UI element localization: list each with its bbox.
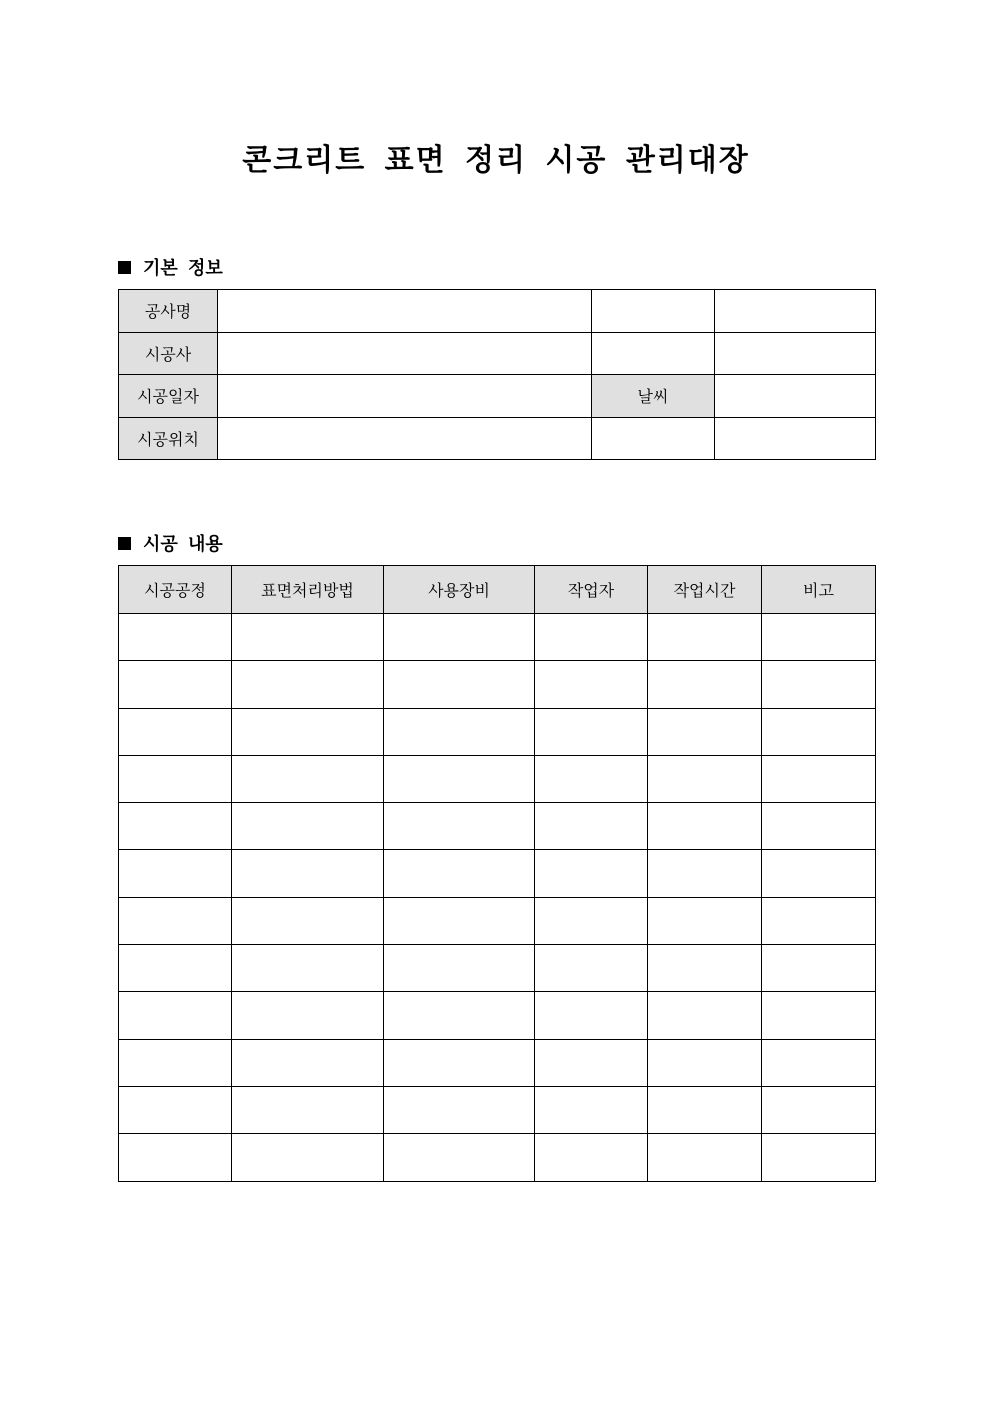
table-cell[interactable]: [232, 614, 384, 661]
column-header-remarks: 비고: [762, 566, 876, 614]
table-cell[interactable]: [535, 614, 648, 661]
basic-value-cell[interactable]: [218, 375, 592, 418]
table-cell[interactable]: [648, 1039, 762, 1086]
table-row: [119, 614, 876, 661]
table-cell[interactable]: [119, 1134, 232, 1181]
table-row: [119, 417, 876, 460]
table-cell[interactable]: [648, 614, 762, 661]
table-cell[interactable]: [384, 708, 535, 755]
table-cell[interactable]: [535, 992, 648, 1039]
table-cell[interactable]: [762, 850, 876, 897]
table-cell[interactable]: [232, 850, 384, 897]
table-cell[interactable]: [232, 755, 384, 802]
basic-extra-value-cell[interactable]: [715, 375, 876, 418]
table-cell[interactable]: [648, 897, 762, 944]
basic-extra-label-cell: [592, 417, 715, 460]
table-cell[interactable]: [119, 661, 232, 708]
basic-label-contractor: 시공사: [119, 332, 218, 375]
table-row: [119, 755, 876, 802]
basic-extra-label-cell: [592, 332, 715, 375]
column-header-work-time: 작업시간: [648, 566, 762, 614]
basic-label-weather: 날씨: [592, 375, 715, 418]
table-cell[interactable]: [119, 614, 232, 661]
table-cell[interactable]: [384, 755, 535, 802]
table-cell[interactable]: [119, 803, 232, 850]
table-row: [119, 850, 876, 897]
table-cell[interactable]: [535, 1134, 648, 1181]
table-cell[interactable]: [762, 1039, 876, 1086]
table-cell[interactable]: [384, 897, 535, 944]
table-row: [119, 290, 876, 333]
basic-extra-label-cell: [592, 290, 715, 333]
table-cell[interactable]: [648, 708, 762, 755]
table-cell[interactable]: [762, 1086, 876, 1133]
table-cell[interactable]: [232, 945, 384, 992]
table-cell[interactable]: [232, 1039, 384, 1086]
table-cell[interactable]: [648, 945, 762, 992]
table-cell[interactable]: [535, 803, 648, 850]
basic-label-construction-date: 시공일자: [119, 375, 218, 418]
column-header-surface-method: 표면처리방법: [232, 566, 384, 614]
table-cell[interactable]: [384, 1086, 535, 1133]
black-square-icon: [118, 261, 131, 274]
table-cell[interactable]: [119, 708, 232, 755]
table-cell[interactable]: [232, 1086, 384, 1133]
table-cell[interactable]: [384, 992, 535, 1039]
table-row: [119, 1086, 876, 1133]
column-header-process: 시공공정: [119, 566, 232, 614]
table-cell[interactable]: [119, 755, 232, 802]
basic-label-project-name: 공사명: [119, 290, 218, 333]
table-cell[interactable]: [384, 661, 535, 708]
basic-extra-value-cell[interactable]: [715, 417, 876, 460]
table-cell[interactable]: [384, 850, 535, 897]
table-cell[interactable]: [232, 708, 384, 755]
table-cell[interactable]: [535, 850, 648, 897]
table-cell[interactable]: [384, 945, 535, 992]
table-row: [119, 375, 876, 418]
table-cell[interactable]: [762, 945, 876, 992]
basic-extra-value-cell[interactable]: [715, 290, 876, 333]
table-cell[interactable]: [232, 1134, 384, 1181]
table-cell[interactable]: [535, 897, 648, 944]
table-row: [119, 708, 876, 755]
table-row: [119, 803, 876, 850]
table-cell[interactable]: [535, 661, 648, 708]
table-cell[interactable]: [535, 755, 648, 802]
basic-info-table: [118, 289, 876, 460]
table-cell[interactable]: [648, 1086, 762, 1133]
table-cell[interactable]: [762, 755, 876, 802]
table-cell[interactable]: [762, 614, 876, 661]
basic-value-cell[interactable]: [218, 417, 592, 460]
basic-label-location: 시공위치: [119, 417, 218, 460]
section-heading-basic-label: 기본 정보: [143, 258, 223, 279]
table-cell[interactable]: [648, 850, 762, 897]
black-square-icon: [118, 537, 131, 550]
table-cell[interactable]: [119, 897, 232, 944]
table-cell[interactable]: [648, 661, 762, 708]
table-row: [119, 1134, 876, 1181]
basic-extra-value-cell[interactable]: [715, 332, 876, 375]
table-cell[interactable]: [535, 945, 648, 992]
table-row: [119, 1039, 876, 1086]
table-cell[interactable]: [535, 1039, 648, 1086]
table-cell[interactable]: [119, 945, 232, 992]
table-cell[interactable]: [384, 1134, 535, 1181]
table-row: [119, 945, 876, 992]
table-cell[interactable]: [535, 708, 648, 755]
table-row: [119, 332, 876, 375]
table-cell[interactable]: [535, 1086, 648, 1133]
column-header-worker: 작업자: [535, 566, 648, 614]
column-header-equipment: 사용장비: [384, 566, 535, 614]
table-cell[interactable]: [232, 992, 384, 1039]
table-cell[interactable]: [762, 1134, 876, 1181]
table-row: [119, 992, 876, 1039]
table-cell[interactable]: [648, 1134, 762, 1181]
table-cell[interactable]: [119, 850, 232, 897]
table-cell[interactable]: [232, 803, 384, 850]
table-cell[interactable]: [384, 614, 535, 661]
table-cell[interactable]: [232, 897, 384, 944]
table-cell[interactable]: [119, 1039, 232, 1086]
section-heading-basic: [118, 254, 223, 280]
table-row: [119, 897, 876, 944]
table-cell[interactable]: [762, 661, 876, 708]
table-cell[interactable]: [762, 897, 876, 944]
table-cell[interactable]: [762, 803, 876, 850]
table-cell[interactable]: [762, 708, 876, 755]
table-cell[interactable]: [648, 992, 762, 1039]
basic-value-cell[interactable]: [218, 290, 592, 333]
section-heading-work-label: 시공 내용: [143, 534, 223, 555]
table-cell[interactable]: [648, 755, 762, 802]
work-table-body: [119, 614, 876, 1182]
document-title: 콘크리트 표면 정리 시공 관리대장: [242, 143, 750, 178]
table-cell[interactable]: [119, 1086, 232, 1133]
section-heading-work: [118, 530, 223, 556]
basic-value-cell[interactable]: [218, 332, 592, 375]
table-cell[interactable]: [384, 803, 535, 850]
table-header-row: [119, 566, 876, 614]
table-cell[interactable]: [232, 661, 384, 708]
work-content-table: [118, 565, 876, 1182]
table-row: [119, 661, 876, 708]
table-cell[interactable]: [119, 992, 232, 1039]
table-cell[interactable]: [384, 1039, 535, 1086]
table-cell[interactable]: [648, 803, 762, 850]
table-cell[interactable]: [762, 992, 876, 1039]
